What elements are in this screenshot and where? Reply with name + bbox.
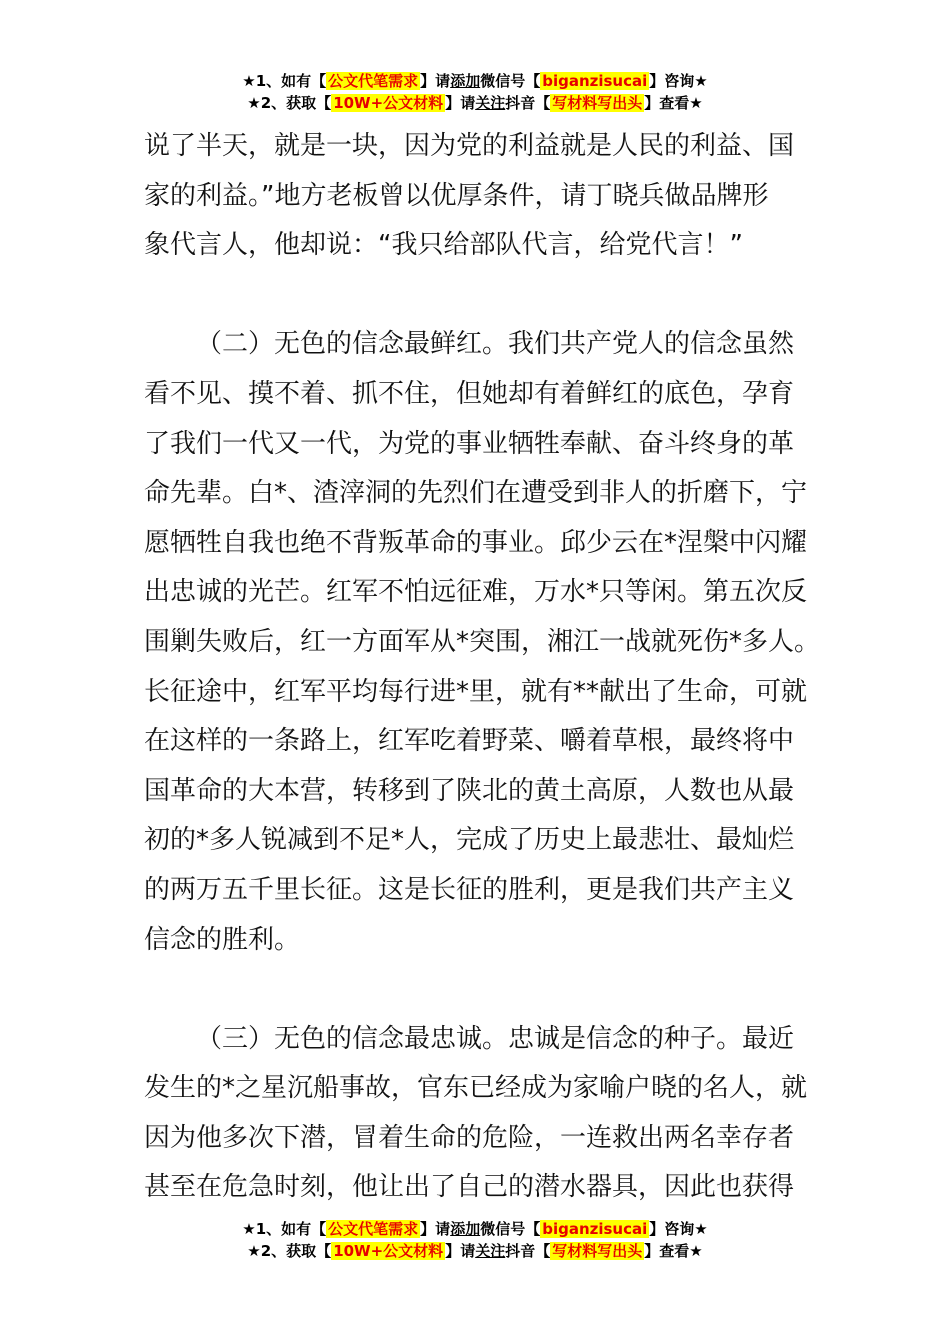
footer-banner (0, 1218, 950, 1262)
banner-text: 】咨询★ (649, 1220, 708, 1238)
banner-text: 抖音【 (505, 94, 551, 112)
text-line: （三）无色的信念最忠诚。忠诚是信念的种子。最近 (196, 1023, 795, 1054)
banner-underline: 关注 (475, 1242, 506, 1260)
text-line: （二）无色的信念最鲜红。我们共产党人的信念虽然 (196, 329, 795, 360)
banner-text: 】请 (445, 94, 476, 112)
text-line: 因为他多次下潜，冒着生命的危险，一连救出两名幸存者 (144, 1122, 795, 1153)
text-line: 命先辈。白*、渣滓洞的先烈们在遭受到非人的折磨下，宁 (144, 478, 808, 509)
banner-highlight: 写材料写出头 (552, 94, 643, 112)
banner-text: 微信号【 (480, 1220, 541, 1238)
text-line: 家的利益。”地方老板曾以优厚条件，请丁晓兵做品牌形 (144, 180, 769, 211)
banner-underline: 关注 (475, 94, 506, 112)
text-line: 象代言人，他却说：“我只给部队代言，给党代言！” (144, 230, 743, 261)
text-line: 说了半天，就是一块，因为党的利益就是人民的利益、国 (144, 131, 795, 161)
banner-underline: 添加 (450, 1220, 481, 1238)
banner-highlight: 10W+公文材料 (333, 1242, 444, 1260)
banner-highlight: 公文代笔需求 (328, 72, 419, 90)
banner-text: 】请 (420, 1220, 451, 1238)
banner-text: ★2、获取【 (247, 94, 332, 112)
banner-line-1 (0, 1218, 950, 1240)
banner-highlight: biganzisucai (542, 72, 648, 90)
text-line: 发生的*之星沉船事故，官东已经成为家喻户晓的名人，就 (144, 1073, 808, 1104)
paragraph-1 (144, 122, 824, 271)
paragraph-2 (144, 320, 824, 965)
text-line: 围剿失败后，红一方面军从*突围，湘江一战就死伤*多人。 (144, 626, 821, 657)
banner-text: 】请 (445, 1242, 476, 1260)
text-line: 长征途中，红军平均每行进*里，就有**献出了生命，可就 (144, 676, 808, 707)
banner-highlight: 10W+公文材料 (333, 94, 444, 112)
header-banner (0, 70, 950, 114)
banner-highlight: biganzisucai (542, 1220, 648, 1238)
banner-text: 】请 (420, 72, 451, 90)
text-line: 国革命的大本营，转移到了陕北的黄土高原，人数也从最 (144, 775, 795, 806)
banner-text: ★2、获取【 (247, 1242, 332, 1260)
banner-text: 抖音【 (505, 1242, 551, 1260)
text-line: 看不见、摸不着、抓不住，但她却有着鲜红的底色，孕育 (144, 378, 795, 409)
text-line: 出忠诚的光芒。红军不怕远征难，万水*只等闲。第五次反 (144, 577, 808, 608)
banner-text: 】咨询★ (649, 72, 708, 90)
banner-highlight: 写材料写出头 (552, 1242, 643, 1260)
banner-line-2 (0, 1240, 950, 1262)
text-line: 在这样的一条路上，红军吃着野菜、嚼着草根，最终将中 (144, 726, 795, 757)
document-body (144, 122, 824, 1213)
text-line: 信念的胜利。 (144, 924, 301, 955)
banner-line-1 (0, 70, 950, 92)
paragraph-gap (144, 271, 824, 321)
banner-line-2 (0, 92, 950, 114)
text-line: 甚至在危急时刻，他让出了自己的潜水器具，因此也获得 (144, 1172, 795, 1203)
paragraph-3 (144, 1015, 824, 1213)
banner-text: ★1、如有【 (242, 72, 327, 90)
text-line: 愿牺牲自我也绝不背叛革命的事业。邱少云在*涅槃中闪耀 (144, 527, 808, 558)
text-line: 初的*多人锐减到不足*人，完成了历史上最悲壮、最灿烂 (144, 825, 795, 856)
banner-underline: 添加 (450, 72, 481, 90)
banner-text: ★1、如有【 (242, 1220, 327, 1238)
text-line: 的两万五千里长征。这是长征的胜利，更是我们共产主义 (144, 874, 795, 905)
banner-text: 】查看★ (644, 94, 703, 112)
banner-highlight: 公文代笔需求 (328, 1220, 419, 1238)
paragraph-gap (144, 965, 824, 1015)
banner-text: 】查看★ (644, 1242, 703, 1260)
text-line: 了我们一代又一代，为党的事业牺牲奉献、奋斗终身的革 (144, 428, 795, 459)
banner-text: 微信号【 (480, 72, 541, 90)
